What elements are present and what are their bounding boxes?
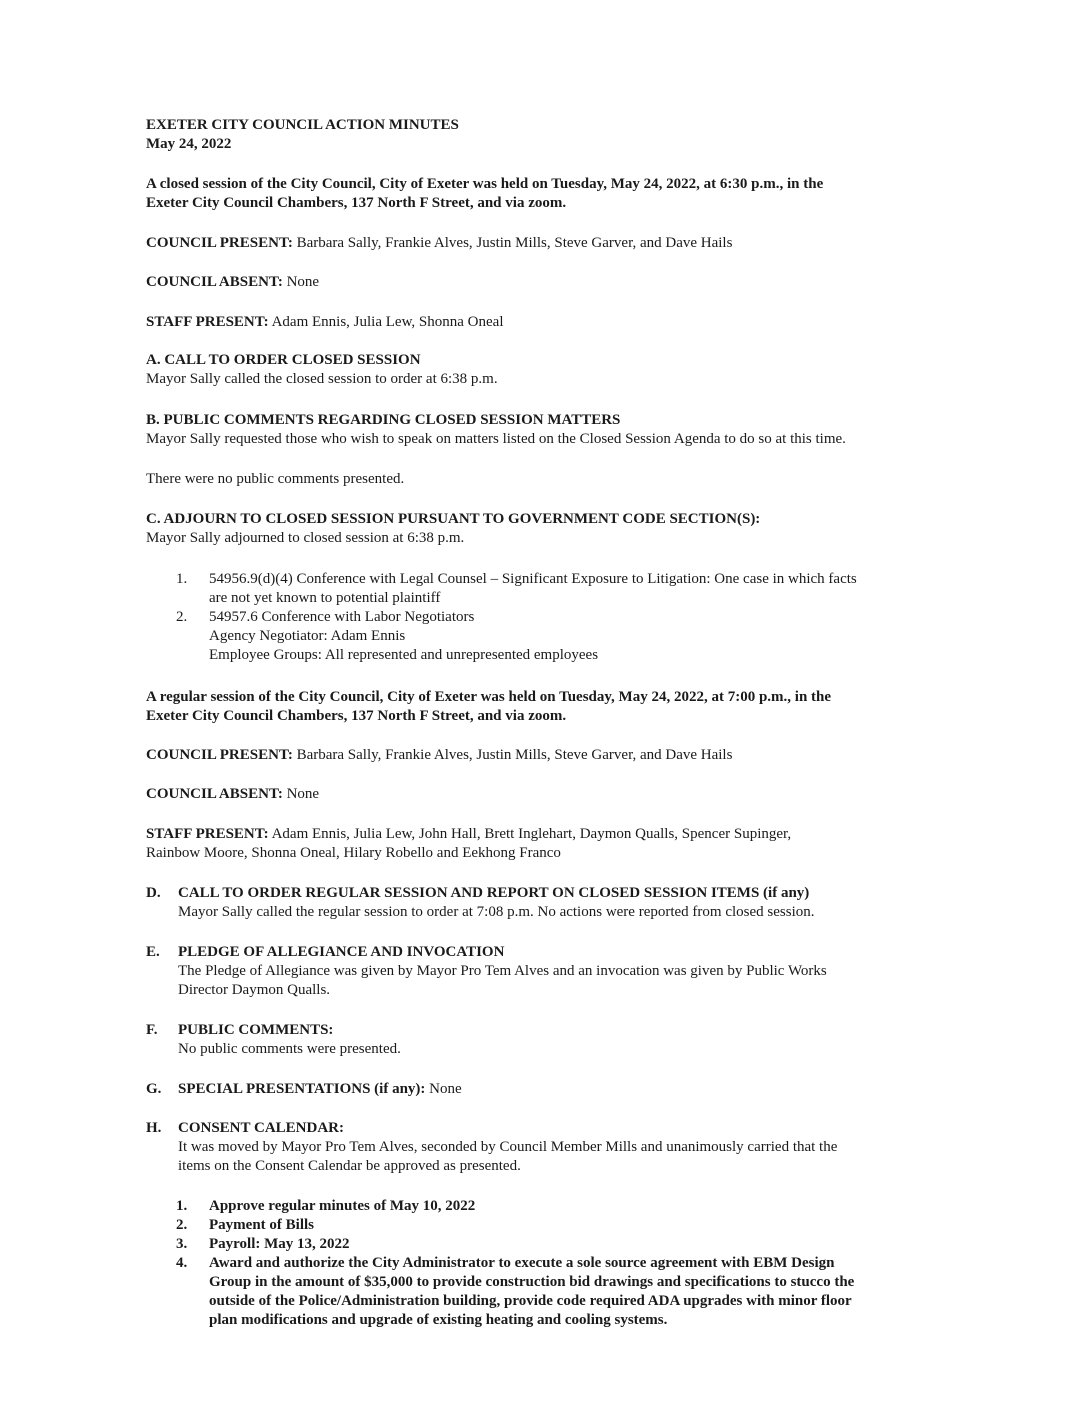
regular-session-intro: A regular session of the City Council, City of Exeter was held on Tuesday, May 24, 2022, at 7:00 p.m., in the Exeter City Council Chambers, 137 North F Street, and via zoom. [146,689,832,724]
section-b-text: Mayor Sally requested those who wish to speak on matters listed on the Closed Session Agenda to do so at this time. [146,431,846,447]
closed-council-present: COUNCIL PRESENT: Barbara Sally, Frankie Alves, Justin Mills, Steve Garver, and Dave Hails [146,235,733,251]
section-b-text2: There were no public comments presented. [146,471,405,487]
section-f-heading: PUBLIC COMMENTS: [178,1022,334,1038]
document-title [146,116,946,154]
closed-council-absent: COUNCIL ABSENT: None [146,274,320,290]
closed-session-items [176,570,946,665]
list-item: 3. Payroll: May 13, 2022 [176,1236,350,1252]
section-c-heading: C. ADJOURN TO CLOSED SESSION PURSUANT TO GOVERNMENT CODE SECTION(S): [146,511,761,527]
section-b-heading: B. PUBLIC COMMENTS REGARDING CLOSED SESSION MATTERS [146,412,621,428]
section-a [146,351,946,389]
section-h-heading: CONSENT CALENDAR: [178,1120,344,1136]
section-a-heading: A. CALL TO ORDER CLOSED SESSION [146,352,421,368]
meeting-date: May 24, 2022 [146,136,232,152]
title: EXETER CITY COUNCIL ACTION MINUTES [146,117,459,133]
list-item: 2. Payment of Bills [176,1217,314,1233]
section-e-heading: PLEDGE OF ALLEGIANCE AND INVOCATION [178,944,505,960]
regular-staff-present: STAFF PRESENT: Adam Ennis, Julia Lew, John Hall, Brett Inglehart, Daymon Qualls, Spencer Supinger, Rainbow Moore, Shonna Oneal, Hilary Robello and Eekhong Franco [146,826,792,861]
closed-staff-present: STAFF PRESENT: Adam Ennis, Julia Lew, Shonna Oneal [146,314,504,330]
section-c [146,510,946,548]
consent-items [176,1197,946,1330]
section-g: G. SPECIAL PRESENTATIONS (if any): None [146,1081,462,1097]
section-d: D. CALL TO ORDER REGULAR SESSION AND REPORT ON CLOSED SESSION ITEMS (if any) Mayor Sally called the regular session to order at 7:08 p.m. No actions were reported from closed session. [146,884,946,922]
closed-session-intro: A closed session of the City Council, City of Exeter was held on Tuesday, May 24, 2022, at 6:30 p.m., in the Exeter City Council Chambers, 137 North F Street, and via zoom. [146,176,824,211]
section-d-heading: CALL TO ORDER REGULAR SESSION AND REPORT ON CLOSED SESSION ITEMS (if any) [178,885,810,901]
section-h: H. CONSENT CALENDAR: It was moved by Mayor Pro Tem Alves, seconded by Council Member Mills and unanimously carried that the items on the Consent Calendar be approved as presented. [146,1120,838,1174]
section-c-text: Mayor Sally adjourned to closed session at 6:38 p.m. [146,530,465,546]
list-item: 2. 54957.6 Conference with Labor Negotiators Agency Negotiator: Adam Ennis Employee Groups: All represented and unrepresented employees [176,609,599,663]
regular-council-absent: COUNCIL ABSENT: None [146,786,320,802]
section-g-text: None [429,1081,462,1097]
section-g-heading: SPECIAL PRESENTATIONS (if any): [178,1081,426,1097]
section-f: F. PUBLIC COMMENTS: No public comments were presented. [146,1021,946,1059]
section-e: E. PLEDGE OF ALLEGIANCE AND INVOCATION The Pledge of Allegiance was given by Mayor Pro Tem Alves and an invocation was given by Public Works Director Daymon Qualls. [146,944,827,998]
section-a-text: Mayor Sally called the closed session to order at 6:38 p.m. [146,371,498,387]
section-f-text: No public comments were presented. [178,1041,401,1057]
section-b [146,411,946,449]
section-d-text: Mayor Sally called the regular session to order at 7:08 p.m. No actions were reported from closed session. [178,904,815,920]
list-item: 1. Approve regular minutes of May 10, 2022 [176,1198,476,1214]
list-item: 4. Award and authorize the City Administrator to execute a sole source agreement with EBM Design Group in the amount of $35,000 to provide construction bid drawings and specifications to stucco the outside of the Police/Administration building, provide code required ADA upgrades with minor floor plan modifications and upgrade of existing heating and cooling systems. [176,1255,855,1328]
list-item: 1. 54956.9(d)(4) Conference with Legal Counsel – Significant Exposure to Litigation: One case in which facts are not yet known to potential plaintiff [176,571,857,606]
regular-council-present: COUNCIL PRESENT: Barbara Sally, Frankie Alves, Justin Mills, Steve Garver, and Dave Hails [146,747,733,763]
